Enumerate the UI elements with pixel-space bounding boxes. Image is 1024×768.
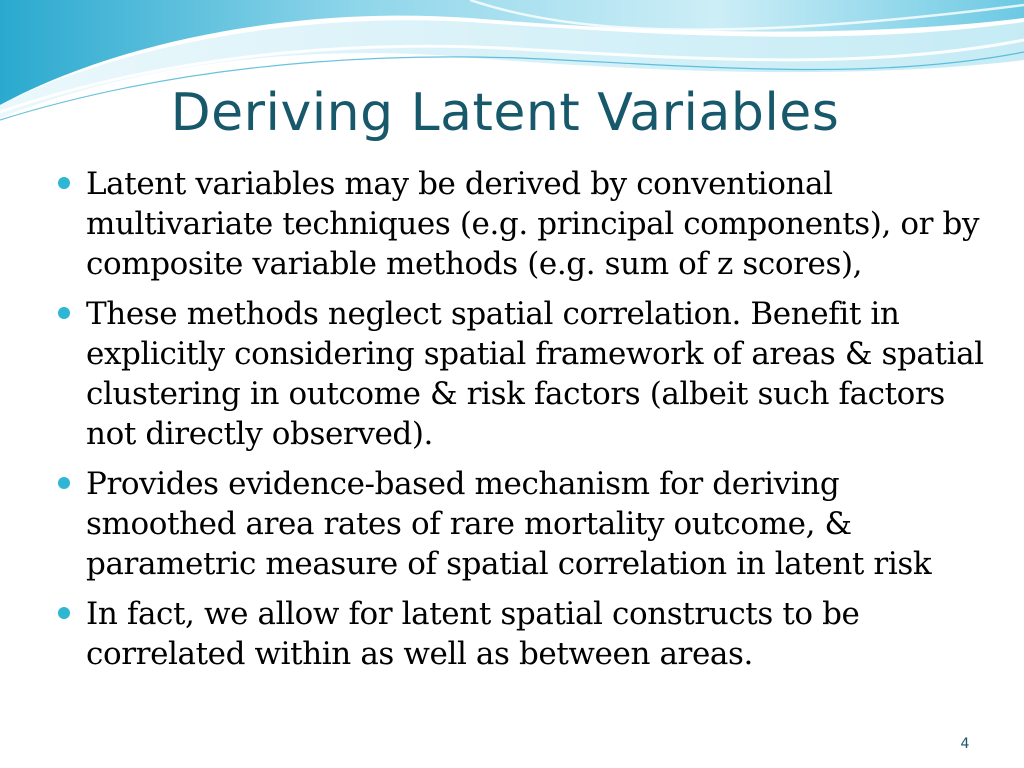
bullet-item: [56, 164, 986, 284]
bullet-item: [56, 294, 986, 454]
bullet-dot-icon: [58, 307, 70, 319]
bullet-item: [56, 464, 986, 584]
bullet-text: Provides evidence-based mechanism for deriving smoothed area rates of rare mortality outcome, & parametric measure of spatial correlation in latent risk: [86, 466, 932, 582]
slide-title: Deriving Latent Variables: [170, 83, 840, 143]
page-number: 4: [960, 736, 970, 752]
bullet-item: [56, 594, 986, 674]
bullet-text: Latent variables may be derived by conventional multivariate techniques (e.g. principal components), or by composite variable methods (e.g. sum of z scores),: [86, 166, 980, 282]
bullet-dot-icon: [58, 477, 70, 489]
bullet-text: These methods neglect spatial correlation. Benefit in explicitly considering spatial framework of areas & spatial clustering in outcome & risk factors (albeit such factors not directly observed).: [86, 296, 984, 452]
bullet-text: In fact, we allow for latent spatial constructs to be correlated within as well as between areas.: [86, 596, 860, 672]
bullet-dot-icon: [58, 177, 70, 189]
bullet-dot-icon: [58, 607, 70, 619]
bullet-list: [56, 164, 986, 684]
